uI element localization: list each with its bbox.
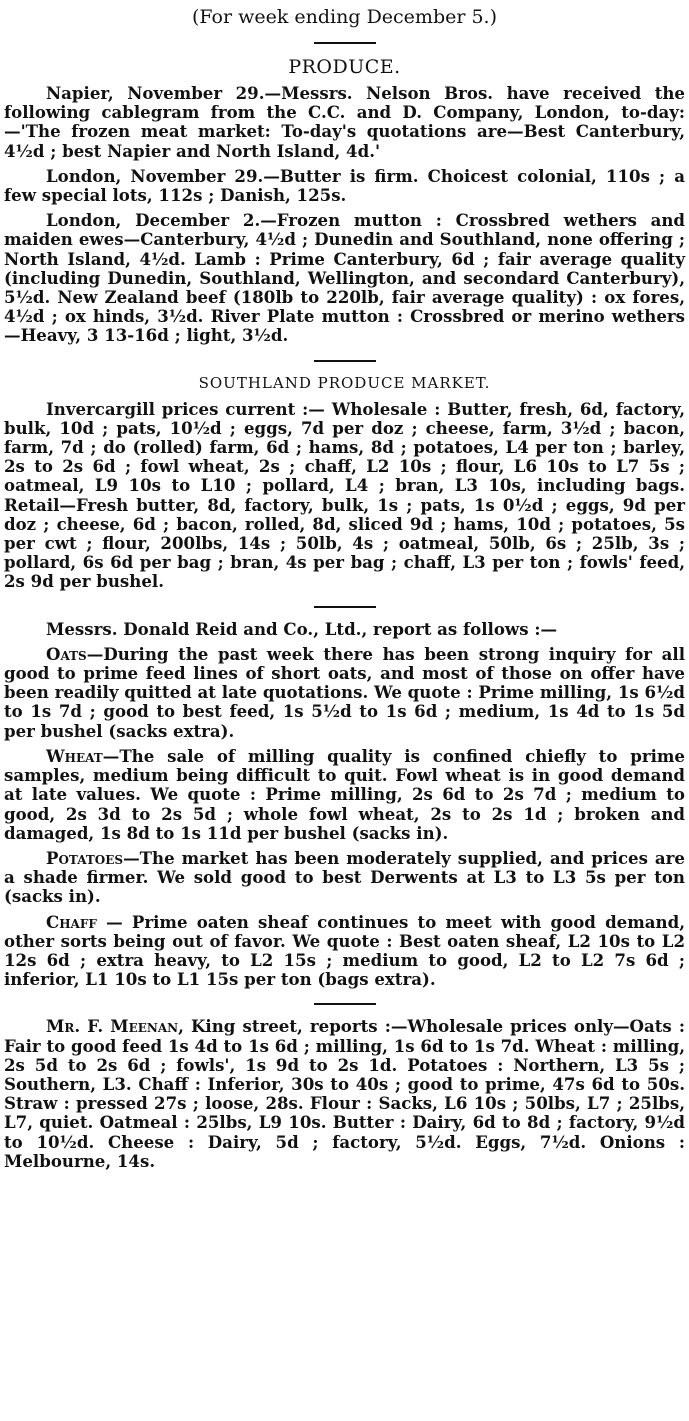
- divider-rule: [314, 1003, 376, 1005]
- oats-text: —During the past week there has been strong inquiry for all good to prime feed lines of short oats, and most of those on offer have been readily quitted at late quotations. We quote : Prime milling, 1s 6½d to 1s 7d ; good to best feed, 1s 5½d to 1s 6d ; medium, 1s 4d to 1s 5d per bushel (sacks extra).: [4, 643, 685, 741]
- napier-paragraph: Napier, November 29.—Messrs. Nelson Bros. have received the following cablegram from the C.C. and D. Company, London, to-day:—'The frozen meat market: To-day's quotations are—Best Canterbury, 4½d ; best Napier and North Island, 4d.': [4, 83, 685, 161]
- wheat-paragraph: [4, 747, 685, 843]
- chaff-paragraph: [4, 913, 685, 990]
- meenan-paragraph: [4, 1017, 685, 1171]
- meenan-lead: Mr. F. Meenan: [46, 1016, 179, 1037]
- wheat-lead: Wheat: [46, 745, 103, 766]
- southland-heading: SOUTHLAND PRODUCE MARKET.: [198, 373, 491, 392]
- chaff-lead: Chaff: [46, 911, 97, 932]
- week-ending-line: (For week ending December 5.): [191, 6, 498, 28]
- produce-heading: PRODUCE.: [288, 56, 401, 78]
- oats-lead: Oats: [46, 643, 87, 664]
- potatoes-text: —The market has been moderately supplied, and prices are a shade firmer. We sold good to best Derwents at L3 to L3 5s per ton (sacks in).: [4, 847, 685, 907]
- invercargill-prices-paragraph: Invercargill prices current :— Wholesale : Butter, fresh, 6d, factory, bulk, 10d ; pats, 10½d ; eggs, 7d per doz ; cheese, farm, 3½d ; bacon, farm, 7d ; do (rolled) farm, 6d ; hams, 8d ; potatoes, L4 per ton ; barley, 2s to 2s 6d ; fowl wheat, 2s ; chaff, L2 10s ; flour, L6 10s to L7 5s ; oatmeal, L9 10s to L10 ; pollard, L4 ; bran, L3 10s, including bags. Retail—Fresh butter, 8d, factory, bulk, 1s ; pats, 1s 0½d ; eggs, 9d per doz ; cheese, 6d ; bacon, rolled, 8d, sliced 9d ; hams, 10d ; potatoes, 5s per cwt ; flour, 200lbs, 14s ; 50lb, 4s ; oatmeal, 50lb, 6s ; 25lb, 3s ; pollard, 6s 6d per bag ; bran, 4s per bag ; chaff, L3 per ton ; fowls' feed, 2s 9d per bushel.: [4, 398, 685, 592]
- divider-rule: [314, 360, 376, 362]
- meenan-text: , King street, reports :—Wholesale prices only—Oats : Fair to good feed 1s 4d to 1s 6d ; milling, 1s 6d to 1s 7d. Wheat : milling, 2s 5d to 2s 6d ; fowls', 1s 9d to 2s 1d. Potatoes : Northern, L3 5s ; Southern, L3. Chaff : Inferior, 30s to 40s ; good to prime, 47s 6d to 50s. Straw : pressed 27s ; loose, 28s. Flour : Sacks, L6 10s ; 50lbs, L7 ; 25lbs, L7, quiet. Oatmeal : 25lbs, L9 10s. Butter : Dairy, 6d to 8d ; factory, 9½d to 10½d. Cheese : Dairy, 5d ; factory, 5½d. Eggs, 7½d. Onions : Melbourne, 14s.: [4, 1016, 685, 1171]
- potatoes-lead: Potatoes: [46, 847, 124, 868]
- divider-rule: [314, 42, 376, 44]
- divider-rule: [314, 606, 376, 608]
- london-mutton-paragraph: London, December 2.—Frozen mutton : Crossbred wethers and maiden ewes—Canterbury, 4½d ; Dunedin and Southland, none offering ; North Island, 4½d. Lamb : Prime Canterbury, 6d ; fair average quality (including Dunedin, Southland, Wellington, and secondard Canterbury), 5½d. New Zealand beef (180lb to 220lb, fair average quality) : ox fores, 4½d ; ox hinds, 3½d. River Plate mutton : Crossbred or merino wethers—Heavy, 3 13-16d ; light, 3½d.: [4, 210, 685, 346]
- potatoes-paragraph: [4, 849, 685, 907]
- london-butter-paragraph: London, November 29.—Butter is firm. Choicest colonial, 110s ; a few special lots, 112s ; Danish, 125s.: [4, 165, 685, 206]
- wheat-text: —The sale of milling quality is confined chiefly to prime samples, medium being difficult to quit. Fowl wheat is in good demand at late values. We quote : Prime milling, 2s 6d to 2s 7d ; medium to good, 2s 3d to 2s 5d ; whole fowl wheat, 2s to 2s 1d ; broken and damaged, 1s 8d to 1s 11d per bushel (sacks in).: [4, 745, 685, 843]
- reid-intro: Messrs. Donald Reid and Co., Ltd., report as follows :—: [46, 618, 558, 639]
- chaff-text: — Prime oaten sheaf continues to meet with good demand, other sorts being out of favor. We quote : Best oaten sheaf, L2 10s to L2 12s 6d ; extra heavy, to L2 15s ; medium to good, L2 to L2 7s 6d ; inferior, L1 10s to L1 15s per ton (bags extra).: [4, 911, 685, 990]
- newspaper-column: [4, 0, 685, 1177]
- oats-paragraph: [4, 645, 685, 741]
